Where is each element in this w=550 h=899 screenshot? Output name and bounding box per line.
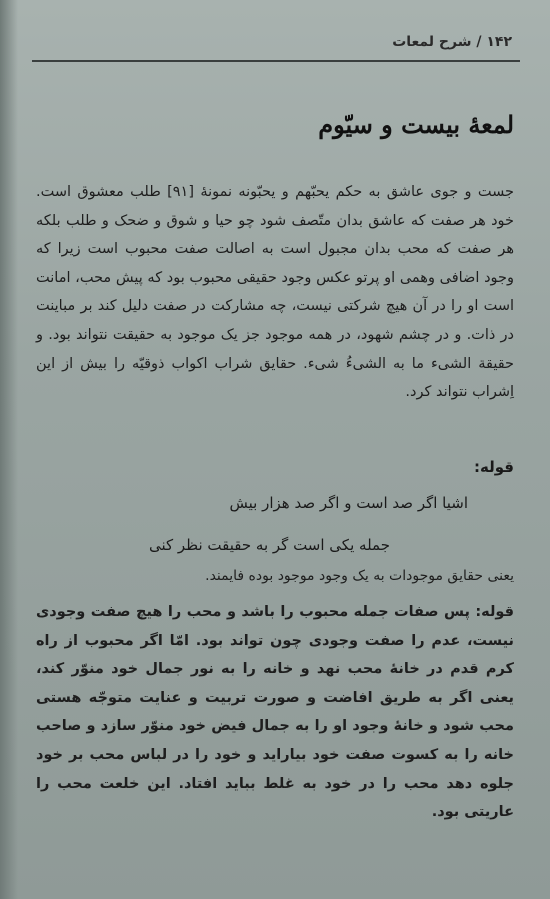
paragraph-1: جست و جوی عاشق به حکم یحبّهم و یحبّونه نمونهٔ [۹۱] طلب معشوق است. خود هر صفت که عاشق بدان متّصف شود چو حیا و شوق و ضحک و طلب بلکه هر صفت که محب بدان مجبول است به اصالت صفت محبوب است زیرا که وجود اضافی وهمی او پرتو عکس وجود حقیقی محبوب بود که پیش محب، امانت است او را در آن هیچ شرکتی نیست، چه مشارکت در صفت دلیل کند بر مباینت در ذات. و در چشم شهود، در همه موجود جز یک موجود به حقیقت نتواند بود. و حقیقة الشیء ما به الشیءُ شیء. حقایق شراب اکواب ذوقیّه را بیش از این اِشراب نتواند کرد.: [36, 184, 514, 401]
verse-line-2: جمله یکی است گر به حقیقت نظر کنی: [148, 536, 390, 554]
verse-line-1: اشیا اگر صد است و اگر صد هزار بیش: [229, 494, 468, 512]
qawl-label: قوله:: [474, 458, 514, 476]
paragraph-2: قوله: پس صفات جمله محبوب را باشد و محب را هیچ صفت وجودی نیست، عدم را صفت وجودی چون تواند بود. امّا اگر محبوب از راه کرم قدم در خانهٔ محب نهد و خانه را به نور جمال خود منوّر کند، یعنی اگر به طریق افاضت و صورت تربیت و عنایت متوجّه هستی محب شود و خانهٔ وجود او را به جمال فیض خود منوّر سازد و صاحب خانه را به کسوت صفت خود بیاراید و خود را در لباس محب بر خود جلوه دهد محب را در خود به غلط بباید افتاد. این خلعت محب را عاریتی بود.: [36, 604, 514, 821]
header-rule: [32, 60, 520, 62]
page-gutter-shadow: [0, 0, 18, 899]
running-header: ۱۴۲ / شرح لمعات: [392, 34, 512, 50]
chapter-title: لمعهٔ بیست و سیّوم: [318, 110, 514, 139]
paragraph-after-verse: یعنی حقایق موجودات به یک وجود موجود بوده فایمند.: [205, 568, 514, 584]
